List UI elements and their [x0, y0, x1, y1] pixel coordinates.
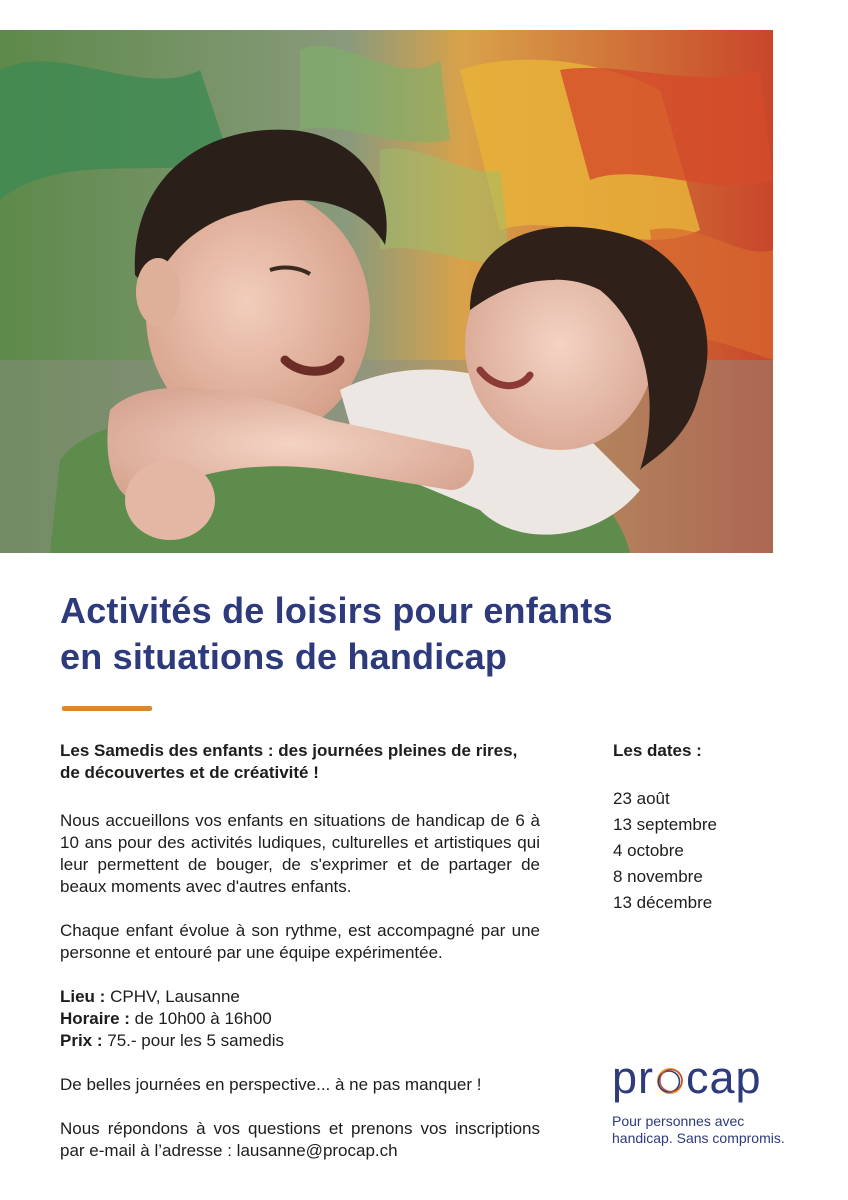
dates-list [613, 786, 813, 916]
lieu-label: Lieu : [60, 987, 106, 1006]
horaire-value: de 10h00 à 16h00 [134, 1009, 272, 1028]
logo-wordmark [612, 1052, 812, 1104]
lieu-value: CPHV, Lausanne [110, 987, 240, 1006]
logo-tagline [612, 1113, 812, 1147]
procap-logo [612, 1052, 812, 1147]
paragraph-contact: Nous répondons à vos questions et prenons vos inscriptions par e-mail à l’adresse : lausanne@procap.ch [60, 1119, 540, 1160]
info-lieu [60, 986, 540, 1008]
paragraph-activities: Nous accueillons vos enfants en situations de handicap de 6 à 10 ans pour des activités ludiques, culturelles et artistiques qui leur permettent de bouger, de s'exprimer et de partager de beaux moments avec d'autres enfants. [60, 811, 540, 896]
info-horaire [60, 1008, 540, 1030]
info-block [60, 986, 540, 1052]
prix-label: Prix : [60, 1031, 103, 1050]
dates-panel [613, 740, 813, 916]
prix-value: 75.- pour les 5 samedis [107, 1031, 284, 1050]
tagline-line-1: Pour personnes avec [612, 1113, 745, 1129]
hero-photo [0, 30, 773, 553]
logo-text-post: cap [686, 1052, 762, 1103]
date-item: 8 novembre [613, 867, 703, 886]
intro-line-1: Les Samedis des enfants : des journées pleines de rires, [60, 741, 518, 760]
logo-text-pre: pr [612, 1052, 655, 1103]
hero-photo-illustration [0, 30, 773, 553]
date-item: 13 septembre [613, 815, 717, 834]
main-content [60, 740, 540, 1162]
horaire-label: Horaire : [60, 1009, 130, 1028]
logo-circle-icon [655, 1066, 685, 1096]
intro-heading [60, 740, 540, 784]
title-line-1: Activités de loisirs pour enfants [60, 590, 613, 631]
dates-heading: Les dates : [613, 741, 702, 760]
tagline-line-2: handicap. Sans compromis. [612, 1130, 785, 1146]
info-prix [60, 1030, 540, 1052]
date-item: 4 octobre [613, 841, 684, 860]
intro-line-2: de découvertes et de créativité ! [60, 763, 319, 782]
paragraph-perspective: De belles journées en perspective... à ne pas manquer ! [60, 1075, 482, 1094]
date-item: 23 août [613, 789, 670, 808]
page-title [60, 588, 780, 680]
accent-divider [62, 706, 152, 711]
title-line-2: en situations de handicap [60, 636, 508, 677]
paragraph-support: Chaque enfant évolue à son rythme, est accompagné par une personne et entouré par une équipe expérimentée. [60, 921, 540, 962]
date-item: 13 décembre [613, 893, 713, 912]
